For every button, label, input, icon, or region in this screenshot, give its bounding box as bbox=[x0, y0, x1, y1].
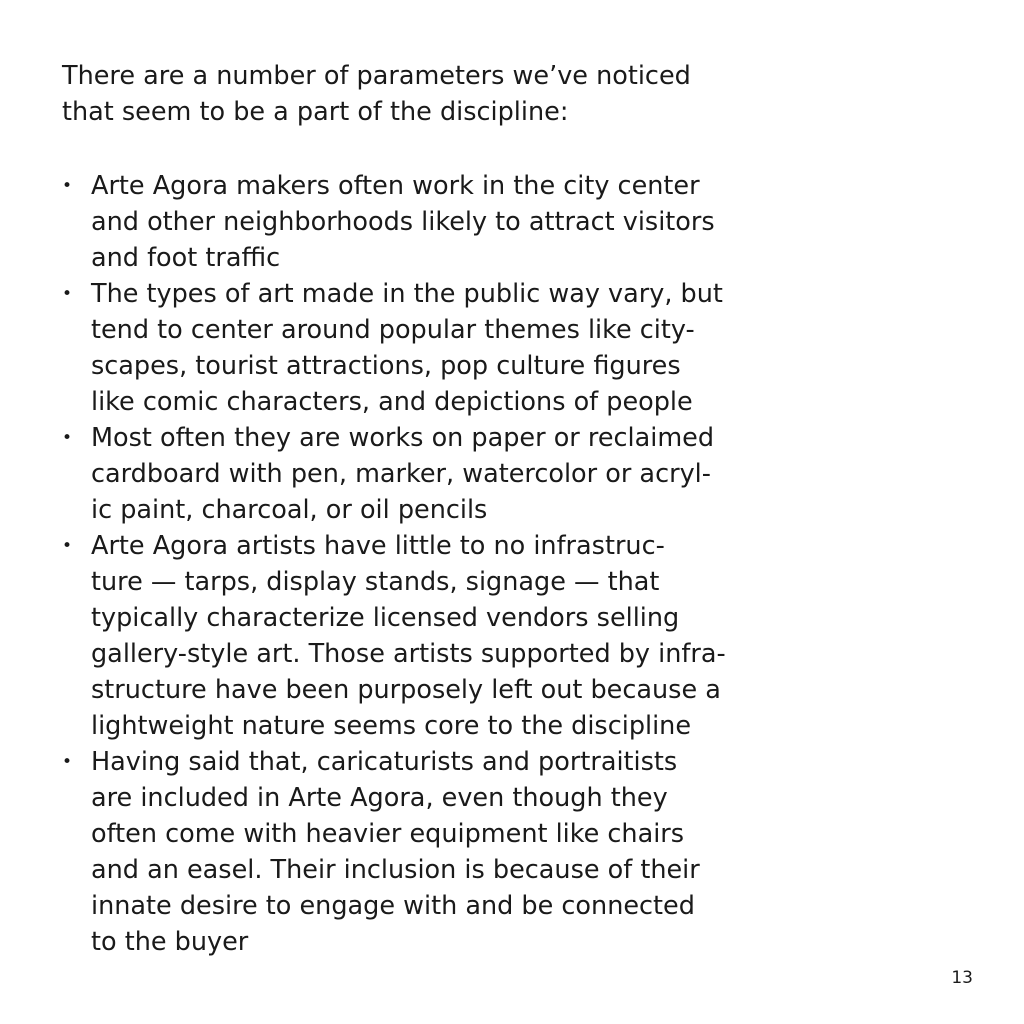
list-item-line: Arte Agora makers often work in the city center bbox=[91, 171, 700, 201]
page-number: 13 bbox=[951, 968, 973, 988]
list-item-line: The types of art made in the public way vary, but bbox=[91, 279, 723, 309]
bullet-icon: • bbox=[62, 428, 73, 448]
intro-paragraph bbox=[62, 58, 862, 130]
list-item-line: are included in Arte Agora, even though they bbox=[91, 783, 668, 813]
intro-line: that seem to be a part of the discipline: bbox=[62, 97, 569, 127]
list-item-line: gallery-style art. Those artists supported by infra- bbox=[91, 639, 726, 669]
list-item-line: and other neighborhoods likely to attract visitors bbox=[91, 207, 715, 237]
list-item-line: scapes, tourist attractions, pop culture figures bbox=[91, 351, 681, 381]
list-item-line: innate desire to engage with and be connected bbox=[91, 891, 695, 921]
bullet-icon: • bbox=[62, 284, 73, 304]
list-item-line: and foot traffic bbox=[91, 243, 281, 273]
list-item-line: Arte Agora artists have little to no infrastruc- bbox=[91, 531, 665, 561]
bullet-icon: • bbox=[62, 752, 73, 772]
list-item-line: tend to center around popular themes like city- bbox=[91, 315, 695, 345]
list-item-line: structure have been purposely left out because a bbox=[91, 675, 721, 705]
bullet-icon: • bbox=[62, 176, 73, 196]
intro-line: There are a number of parameters we’ve noticed bbox=[62, 61, 691, 91]
parameter-list-item bbox=[62, 168, 962, 276]
list-item-line: ic paint, charcoal, or oil pencils bbox=[91, 495, 488, 525]
parameter-list bbox=[62, 168, 962, 960]
list-item-line: Having said that, caricaturists and portraitists bbox=[91, 747, 678, 777]
list-item-line: often come with heavier equipment like chairs bbox=[91, 819, 685, 849]
parameter-list-item bbox=[62, 744, 962, 960]
list-item-line: like comic characters, and depictions of people bbox=[91, 387, 693, 417]
parameter-list-item bbox=[62, 276, 962, 420]
parameter-list-item bbox=[62, 528, 962, 744]
list-item-line: typically characterize licensed vendors selling bbox=[91, 603, 680, 633]
list-item-line: lightweight nature seems core to the discipline bbox=[91, 711, 692, 741]
list-item-line: Most often they are works on paper or reclaimed bbox=[91, 423, 715, 453]
list-item-line: cardboard with pen, marker, watercolor or acryl- bbox=[91, 459, 711, 489]
list-item-line: and an easel. Their inclusion is because of their bbox=[91, 855, 700, 885]
bullet-icon: • bbox=[62, 536, 73, 556]
parameter-list-item bbox=[62, 420, 962, 528]
list-item-line: ture — tarps, display stands, signage — that bbox=[91, 567, 660, 597]
list-item-line: to the buyer bbox=[91, 927, 249, 957]
